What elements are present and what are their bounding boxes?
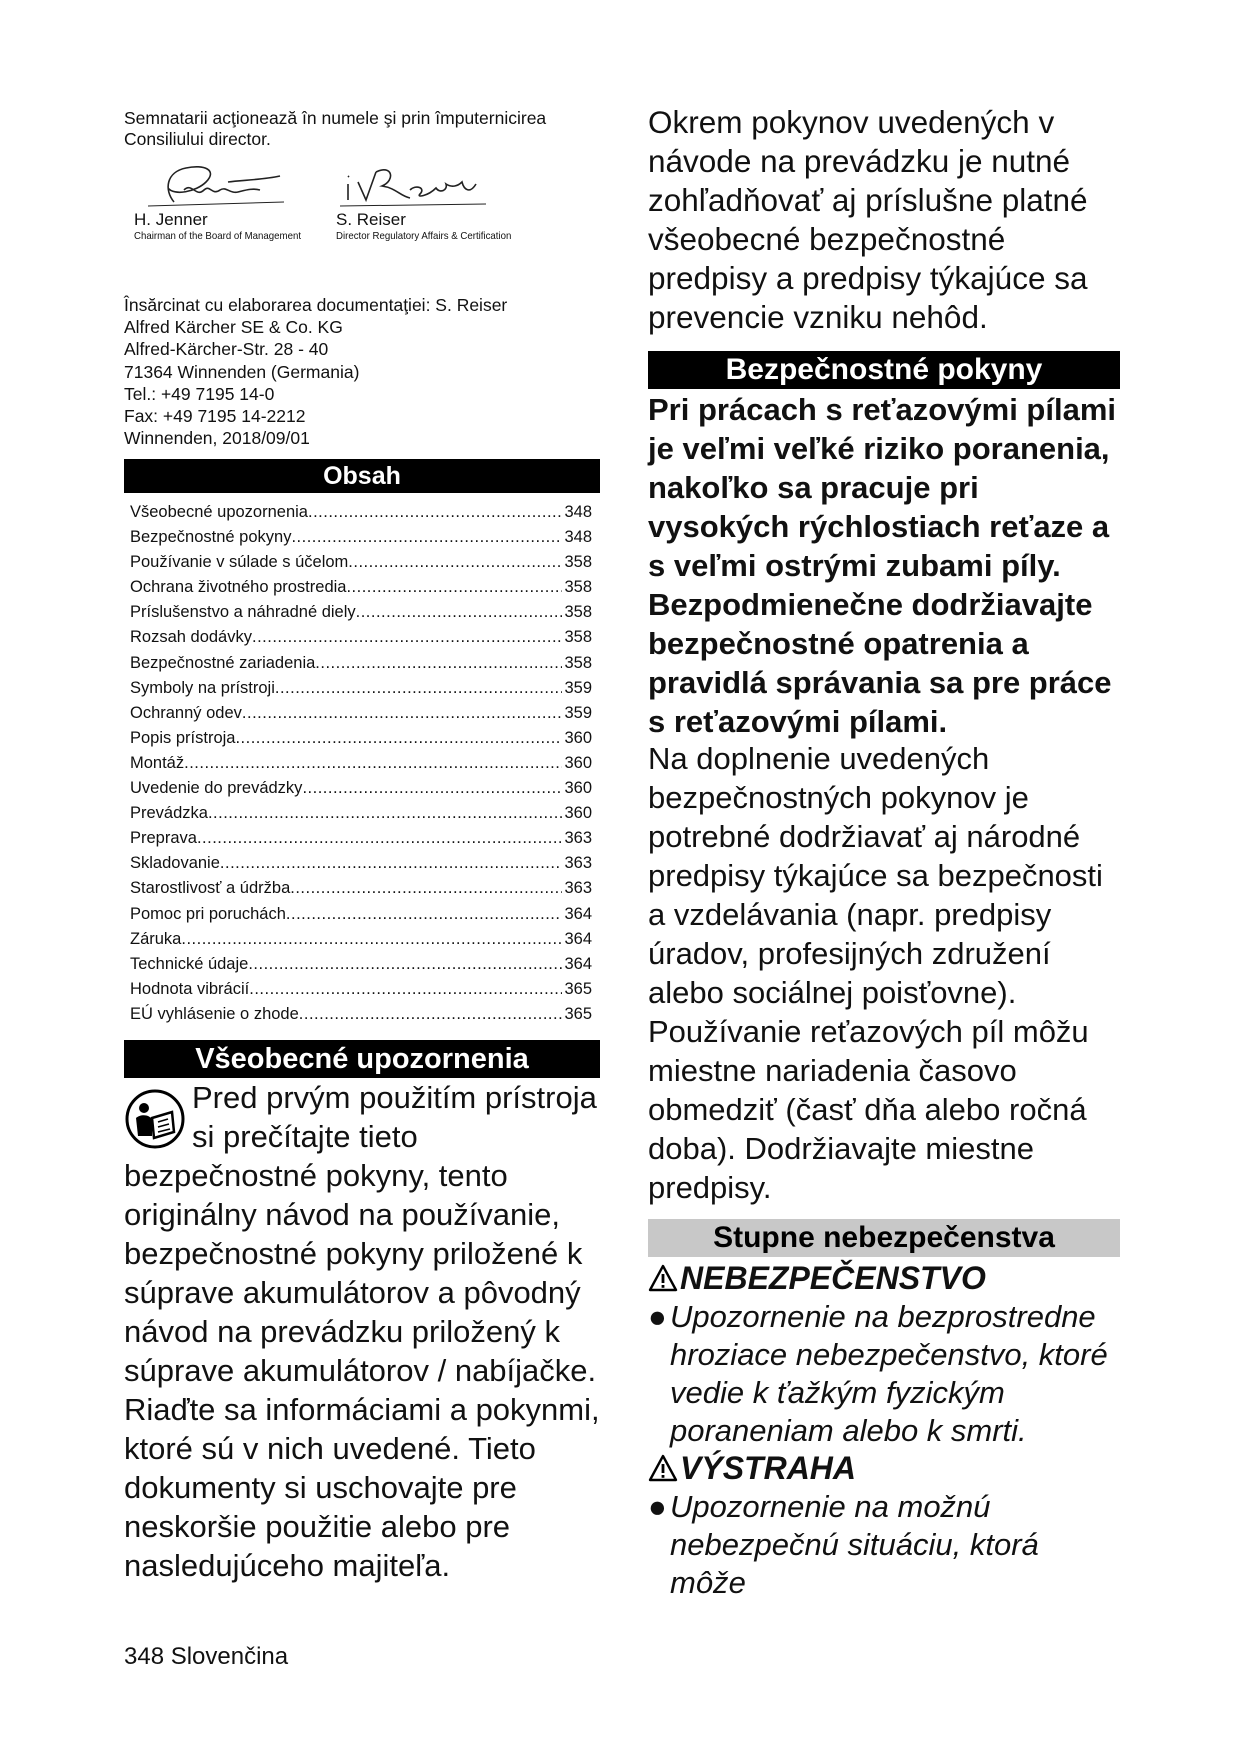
toc-entry bbox=[130, 651, 592, 676]
section-heading-hazard-levels: Stupne nebezpečenstva bbox=[648, 1219, 1120, 1257]
toc-entry bbox=[130, 902, 592, 927]
toc-entry-page: 364 bbox=[564, 954, 592, 973]
toc-entry-title: Príslušenstvo a náhradné diely bbox=[130, 603, 356, 622]
toc-entry bbox=[130, 876, 592, 901]
toc-dot-leader bbox=[197, 826, 563, 851]
toc-entry-title: Pomoc pri poruchách bbox=[130, 904, 286, 923]
toc-entry-page: 359 bbox=[564, 703, 592, 722]
toc-entry bbox=[130, 600, 592, 625]
toc-entry-page: 363 bbox=[564, 829, 592, 848]
general-notes-paragraph bbox=[124, 1078, 600, 1585]
toc-entry-page: 348 bbox=[564, 528, 592, 547]
address-line: Alfred Kärcher SE & Co. KG bbox=[124, 317, 343, 338]
toc-entry bbox=[130, 751, 592, 776]
toc-dot-leader bbox=[302, 776, 562, 801]
toc-dot-leader bbox=[348, 550, 562, 575]
hazard-label-text: VÝSTRAHA bbox=[680, 1450, 857, 1486]
toc-entry-title: Popis prístroja bbox=[130, 728, 236, 747]
toc-dot-leader bbox=[252, 625, 562, 650]
toc-entry-title: Rozsah dodávky bbox=[130, 628, 252, 647]
toc-dot-leader bbox=[299, 1002, 563, 1027]
toc-heading: Obsah bbox=[124, 459, 600, 493]
toc-dot-leader bbox=[315, 651, 562, 676]
address-line: 71364 Winnenden (Germania) bbox=[124, 361, 360, 382]
toc-dot-leader bbox=[286, 902, 563, 927]
signatories-intro: Semnatarii acţionează în numele şi prin împuternicirea Consiliului director. bbox=[124, 108, 547, 149]
toc-entry bbox=[130, 927, 592, 952]
toc-entry-title: Hodnota vibrácií bbox=[130, 979, 250, 998]
toc-entry-title: Uvedenie do prevádzky bbox=[130, 779, 303, 798]
safety-paragraph: Na doplnenie uvedených bezpečnostných pokynov je potrebné dodržiavať aj národné predpisy týkajúce sa bezpečnosti a vzdelávania (napr. predpisy úradov, profesijných združení alebo sociálnej poisťovne). Používanie reťazových píl môžu miestne nariadenia časovo obmedziť (časť dňa alebo ročná doba). Dodržiavajte miestne predpisy. bbox=[648, 741, 1103, 1205]
hazard-description-text: Upozornenie na bezprostredne hroziace nebezpečenstvo, ktoré vedie k ťažkým fyzickým poraneniam alebo k smrti. bbox=[670, 1299, 1108, 1448]
toc-dot-leader bbox=[220, 851, 563, 876]
page-footer: 348 Slovenčina bbox=[124, 1643, 289, 1670]
toc-dot-leader bbox=[356, 600, 563, 625]
toc-entry-title: Záruka bbox=[130, 929, 182, 948]
toc-entry-title: Ochrana životného prostredia bbox=[130, 578, 347, 597]
toc-dot-leader bbox=[181, 927, 562, 952]
bullet-icon: ● bbox=[648, 1489, 667, 1524]
handwritten-signature-jenner bbox=[134, 160, 304, 210]
toc-dot-leader bbox=[208, 801, 563, 826]
toc-entry bbox=[130, 625, 592, 650]
address-line: Alfred-Kärcher-Str. 28 - 40 bbox=[124, 339, 329, 360]
toc-dot-leader bbox=[275, 676, 563, 701]
hazard-description-warning bbox=[648, 1488, 1120, 1602]
toc-entry-title: Skladovanie bbox=[130, 854, 220, 873]
toc-entry-title: Bezpečnostné zariadenia bbox=[130, 653, 316, 672]
section-heading-safety: Bezpečnostné pokyny bbox=[648, 351, 1120, 389]
signatures-block bbox=[124, 160, 600, 282]
toc-entry-page: 364 bbox=[564, 904, 592, 923]
toc-dot-leader bbox=[346, 575, 562, 600]
toc-entry bbox=[130, 575, 592, 600]
bullet-icon: ● bbox=[648, 1299, 667, 1334]
toc-entry-page: 358 bbox=[564, 628, 592, 647]
toc-entry bbox=[130, 776, 592, 801]
address-line: Winnenden, 2018/09/01 bbox=[124, 428, 310, 449]
toc-entry-page: 358 bbox=[564, 578, 592, 597]
toc-entry-title: Všeobecné upozornenia bbox=[130, 503, 308, 521]
toc-entry-page: 365 bbox=[564, 979, 592, 998]
address-block bbox=[124, 294, 600, 449]
toc-entry-title: Starostlivosť a údržba bbox=[130, 879, 291, 898]
toc-entry bbox=[130, 550, 592, 575]
toc-entry-title: Používanie v súlade s účelom bbox=[130, 553, 349, 572]
toc-entry-title: Technické údaje bbox=[130, 954, 249, 973]
toc-entry bbox=[130, 952, 592, 977]
hazard-label-danger bbox=[648, 1259, 986, 1297]
toc-entry-page: 360 bbox=[564, 753, 592, 772]
address-line: Fax: +49 7195 14-2212 bbox=[124, 406, 306, 427]
toc-dot-leader bbox=[290, 876, 562, 901]
toc-entry bbox=[130, 726, 592, 751]
right-intro-paragraph: Okrem pokynov uvedených v návode na prevádzku je nutné zohľadňovať aj príslušne platné všeobecné bezpečnostné predpisy a predpisy týkajúce sa prevencie vzniku nehôd. bbox=[648, 104, 1088, 335]
toc-entry-page: 360 bbox=[564, 728, 592, 747]
hazard-label-text: NEBEZPEČENSTVO bbox=[680, 1260, 986, 1296]
table-of-contents bbox=[130, 500, 592, 1027]
toc-entry-title: EÚ vyhlásenie o zhode bbox=[130, 1004, 299, 1023]
signatory-title: Chairman of the Board of Management bbox=[134, 230, 302, 242]
general-notes-text: Pred prvým použitím prístroja si prečítajte tieto bezpečnostné pokyny, tento originálny návod na používanie, bezpečnostné pokyny priložené k súprave akumulátorov a pôvodný návod na prevádzku priložený k súprave akumulátorov / nabíjačke. Riaďte sa informáciami a pokynmi, ktoré sú v nich uvedené. Tieto dokumenty si uschovajte pre neskoršie použitie alebo pre nasledujúceho majiteľa. bbox=[124, 1080, 600, 1583]
toc-entry bbox=[130, 1002, 592, 1027]
warning-triangle-icon bbox=[648, 1454, 678, 1482]
toc-entry bbox=[130, 851, 592, 876]
toc-entry bbox=[130, 525, 592, 550]
signatory-name: H. Jenner bbox=[134, 210, 208, 229]
hazard-description-danger bbox=[648, 1298, 1120, 1450]
signatory-name: S. Reiser bbox=[336, 210, 406, 229]
toc-entry bbox=[130, 801, 592, 826]
toc-entry-page: 360 bbox=[564, 779, 592, 798]
toc-entry-page: 359 bbox=[564, 678, 592, 697]
signature-reiser bbox=[336, 160, 527, 243]
toc-dot-leader bbox=[248, 952, 562, 977]
warning-triangle-icon bbox=[648, 1264, 678, 1292]
toc-entry-page: 365 bbox=[564, 1004, 592, 1023]
toc-entry-title: Ochranný odev bbox=[130, 703, 242, 722]
signatory-title: Director Regulatory Affairs & Certification bbox=[336, 230, 512, 242]
hazard-label-warning bbox=[648, 1449, 856, 1487]
toc-dot-leader bbox=[184, 751, 562, 776]
toc-entry-title: Symboly na prístroji bbox=[130, 678, 275, 697]
toc-entry-page: 358 bbox=[564, 653, 592, 672]
toc-entry bbox=[130, 701, 592, 726]
toc-entry-page: 358 bbox=[564, 603, 592, 622]
toc-entry-title: Prevádzka bbox=[130, 804, 208, 823]
hazard-description-text: Upozornenie na možnú nebezpečnú situáciu, ktorá môže bbox=[670, 1489, 1039, 1600]
address-line: Însărcinat cu elaborarea documentaţiei: S. Reiser bbox=[124, 295, 508, 315]
safety-bold-warning: Pri prácach s reťazovými pílami je veľmi veľké riziko poranenia, nakoľko sa pracuje pri vysokých rýchlostiach reťaze a s veľmi ostrými zubami píly. Bezpodmienečne dodržiavajte bezpečnostné opatrenia a pravidlá správania sa pre práce s reťazovými pílami. bbox=[648, 392, 1117, 739]
signature-jenner bbox=[134, 160, 316, 243]
toc-entry bbox=[130, 676, 592, 701]
toc-dot-leader bbox=[249, 977, 562, 1002]
section-heading-general-notes: Všeobecné upozornenia bbox=[124, 1040, 600, 1078]
toc-dot-leader bbox=[235, 726, 562, 751]
toc-entry-page: 348 bbox=[564, 503, 592, 521]
address-line: Tel.: +49 7195 14-0 bbox=[124, 383, 275, 404]
toc-entry bbox=[130, 826, 592, 851]
toc-entry-page: 360 bbox=[564, 804, 592, 823]
toc-entry-page: 364 bbox=[564, 929, 592, 948]
toc-entry bbox=[130, 977, 592, 1002]
handwritten-signature-reiser bbox=[336, 160, 496, 210]
toc-entry bbox=[130, 500, 592, 525]
toc-entry-page: 363 bbox=[564, 854, 592, 873]
toc-dot-leader bbox=[291, 525, 562, 550]
read-manual-icon bbox=[124, 1084, 186, 1154]
toc-entry-title: Bezpečnostné pokyny bbox=[130, 528, 292, 547]
toc-entry-title: Preprava bbox=[130, 829, 197, 848]
toc-dot-leader bbox=[308, 500, 562, 525]
toc-entry-page: 358 bbox=[564, 553, 592, 572]
toc-entry-title: Montáž bbox=[130, 753, 185, 772]
toc-entry-page: 363 bbox=[564, 879, 592, 898]
toc-dot-leader bbox=[242, 701, 563, 726]
